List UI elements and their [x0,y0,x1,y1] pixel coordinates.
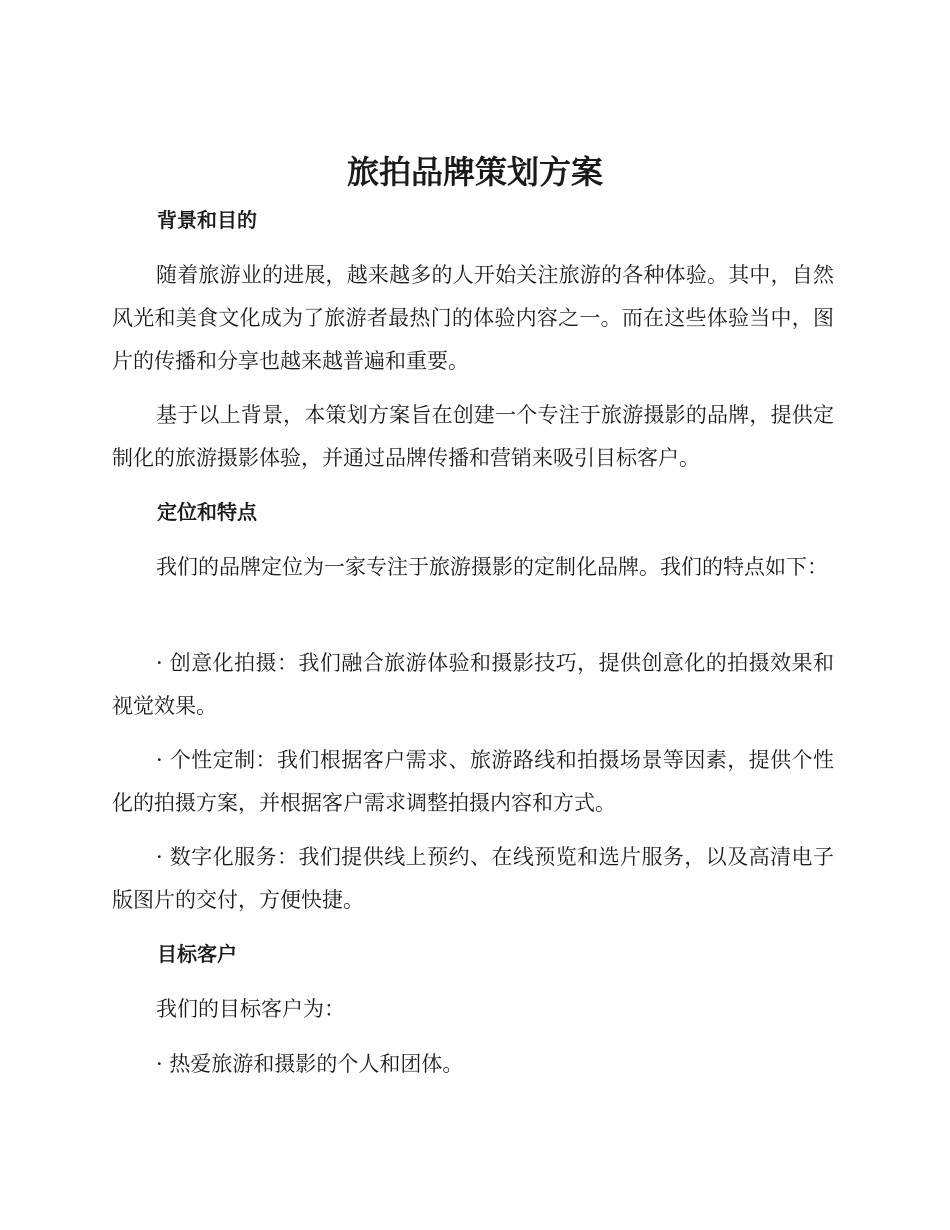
positioning-bullet-custom: · 个性定制：我们根据客户需求、旅游路线和拍摄场景等因素，提供个性化的拍摄方案，并根据客户需求调整拍摄内容和方式。 [112,748,834,815]
section-heading-target: 目标客户 [157,942,237,966]
positioning-bullet-digital: · 数字化服务：我们提供线上预约、在线预览和选片服务，以及高清电子版图片的交付，方便快捷。 [112,845,834,912]
background-paragraph-1: 随着旅游业的进展，越来越多的人开始关注旅游的各种体验。其中，自然风光和美食文化成为了旅游者最热门的体验内容之一。而在这些体验当中，图片的传播和分享也越来越普遍和重要。 [112,263,834,373]
target-bullet-enthusiasts: · 热爱旅游和摄影的个人和团体。 [156,1052,464,1076]
background-paragraph-2: 基于以上背景，本策划方案旨在创建一个专注于旅游摄影的品牌，提供定制化的旅游摄影体验，并通过品牌传播和营销来吸引目标客户。 [112,403,834,470]
target-intro-paragraph: 我们的目标客户为： [156,997,345,1021]
document-title: 旅拍品牌策划方案 [346,153,603,191]
positioning-intro-paragraph: 我们的品牌定位为一家专注于旅游摄影的定制化品牌。我们的特点如下： [156,555,828,579]
section-heading-background: 背景和目的 [157,208,257,232]
positioning-bullet-creative: · 创意化拍摄：我们融合旅游体验和摄影技巧，提供创意化的拍摄效果和视觉效果。 [112,651,834,718]
section-heading-positioning: 定位和特点 [157,500,257,524]
